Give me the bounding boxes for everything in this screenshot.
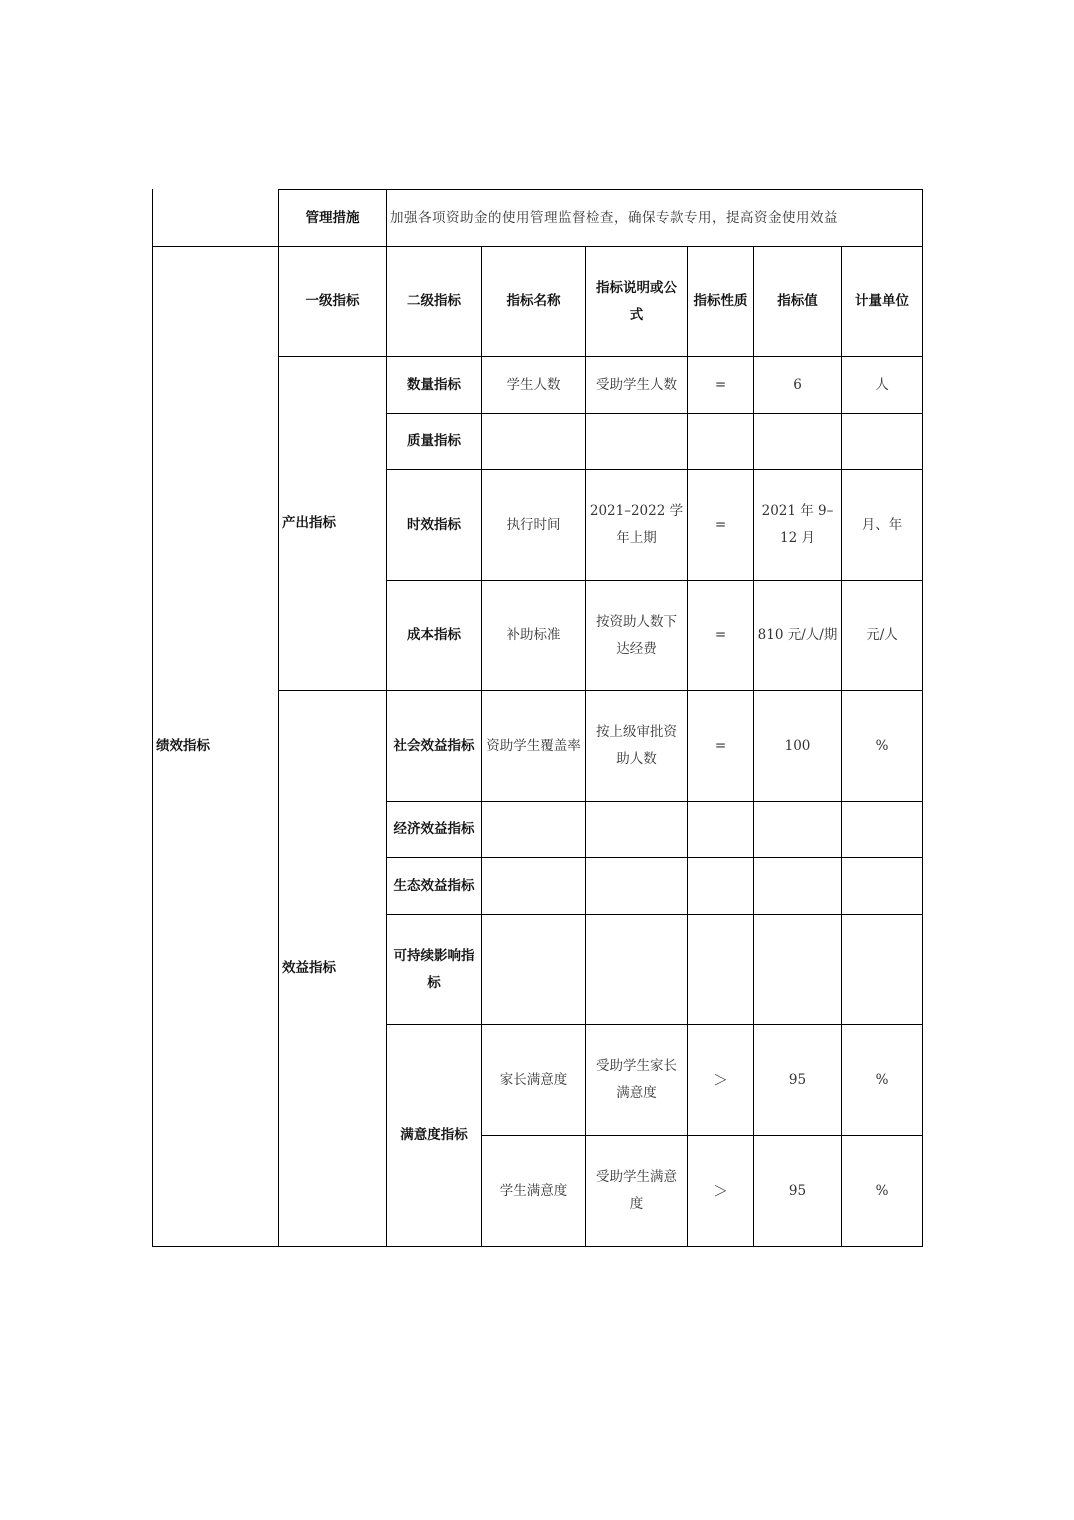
indicator-nature: =: [714, 627, 727, 643]
indicator-name: 学生人数: [506, 376, 561, 393]
header-value: 指标值: [777, 293, 818, 309]
performance-label: 绩效指标: [156, 738, 210, 754]
level2-economic: 经济效益指标: [393, 821, 475, 837]
indicator-nature: =: [714, 516, 727, 533]
level2-quantity: 数量指标: [407, 376, 461, 393]
satisfaction-unit: %: [875, 1182, 889, 1199]
satisfaction-nature: ＞: [712, 1070, 728, 1089]
indicator-unit: 人: [875, 376, 889, 393]
indicator-unit: 元/人: [866, 627, 898, 643]
indicator-name: 资助学生覆盖率: [486, 737, 581, 754]
indicator-unit: %: [875, 737, 889, 754]
satisfaction-desc: 受助学生满意度: [596, 1169, 677, 1212]
level2-social: 社会效益指标: [393, 737, 475, 754]
indicator-value: 6: [793, 376, 802, 393]
satisfaction-nature: ＞: [712, 1181, 728, 1200]
indicator-desc: 按资助人数下达经费: [596, 613, 677, 657]
level2-cost: 成本指标: [407, 627, 461, 643]
indicator-value: 810 元/人/期: [757, 627, 838, 643]
indicator-desc: 2021–2022 学年上期: [589, 503, 684, 546]
indicator-unit: 月、年: [861, 516, 903, 533]
header-level1: 一级指标: [305, 293, 360, 309]
header-indicator-name: 指标名称: [506, 293, 561, 309]
satisfaction-unit: %: [875, 1071, 889, 1088]
header-level2: 二级指标: [407, 293, 461, 309]
satisfaction-value: 95: [788, 1071, 807, 1088]
indicator-name: 补助标准: [506, 627, 561, 643]
management-label: 管理措施: [305, 209, 360, 226]
indicator-nature: =: [714, 737, 727, 754]
satisfaction-value: 95: [788, 1182, 807, 1199]
level2-timeliness: 时效指标: [407, 516, 461, 533]
level2-sustainability: 可持续影响指标: [393, 947, 475, 991]
level2-ecological: 生态效益指标: [393, 877, 475, 894]
indicator-value: 100: [784, 737, 811, 754]
indicator-desc: 按上级审批资助人数: [596, 724, 677, 767]
satisfaction-desc: 受助学生家长满意度: [596, 1058, 677, 1101]
indicator-name: 执行时间: [506, 516, 561, 533]
satisfaction-name: 家长满意度: [499, 1071, 568, 1088]
header-description: 指标说明或公式: [596, 279, 677, 323]
indicator-value: 2021 年 9–12 月: [761, 503, 834, 546]
management-text: 加强各项资助金的使用管理监督检查，确保专款专用，提高资金使用效益: [390, 209, 838, 226]
level1-benefit: 效益指标: [282, 960, 336, 976]
level1-output: 产出指标: [282, 515, 336, 531]
level2-satisfaction: 满意度指标: [400, 1127, 468, 1143]
header-nature: 指标性质: [693, 293, 748, 309]
satisfaction-name: 学生满意度: [499, 1182, 568, 1199]
indicator-nature: =: [714, 376, 727, 393]
header-unit: 计量单位: [855, 293, 909, 309]
level2-quality: 质量指标: [407, 433, 461, 449]
indicator-desc: 受助学生人数: [596, 376, 677, 393]
